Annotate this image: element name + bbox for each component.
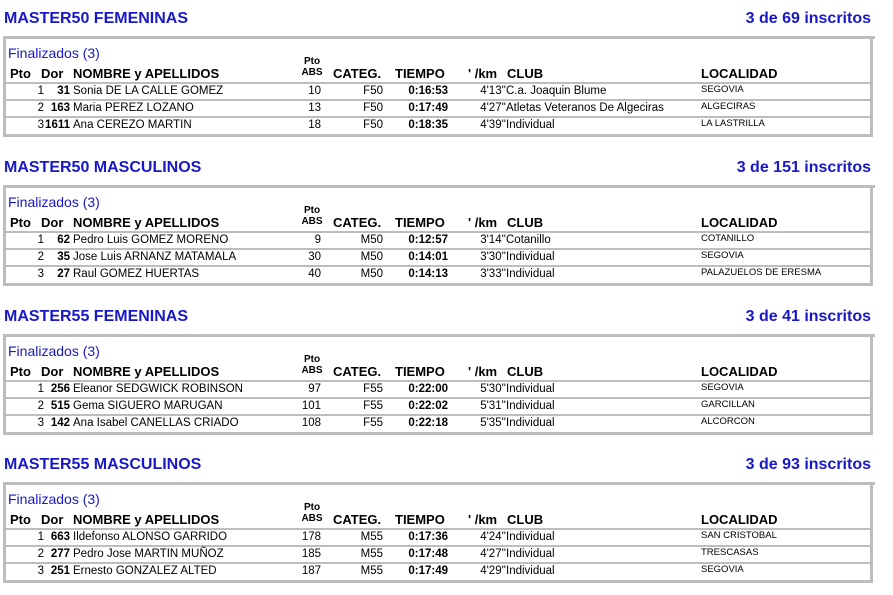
cell-club: Individual [506,383,555,395]
section-title: MASTER55 MASCULINOS [4,456,202,473]
cell-name: Maria PEREZ LOZANO [73,102,194,114]
header-km: ' /km [468,364,498,379]
header-tiempo: TIEMPO [395,215,445,230]
cell-locality: GARCILLAN [701,399,755,410]
cell-pto: 2 [37,102,44,114]
section-count: 3 de 69 inscritos [745,10,871,27]
cell-category: M50 [360,268,383,280]
cell-dorsal: 251 [50,565,70,577]
cell-locality: COTANILLO [701,233,755,244]
cell-pto-abs: 178 [301,531,321,543]
cell-pto-abs: 101 [301,400,321,412]
header-pto-abs-top: Pto [303,354,321,365]
finalizados-label: Finalizados (3) [8,491,100,507]
cell-name: Ernesto GONZALEZ ALTED [73,565,217,577]
cell-pto-abs: 185 [301,548,321,560]
cell-name: Sonia DE LA CALLE GOMEZ [73,85,224,97]
cell-category: M50 [360,234,383,246]
header-km: ' /km [468,215,498,230]
section-title: MASTER50 MASCULINOS [4,159,202,176]
header-tiempo: TIEMPO [395,364,445,379]
header-km: ' /km [468,512,498,527]
cell-name: Raul GOMEZ HUERTAS [73,268,200,280]
header-dor: Dor [41,215,64,230]
table-row [6,265,870,282]
header-nombre: NOMBRE y APELLIDOS [73,364,220,379]
cell-name: Pedro Luis GOMEZ MORENO [73,234,229,246]
table-row [6,380,870,397]
cell-name: Jose Luis ARNANZ MATAMALA [73,251,237,263]
cell-time: 0:22:00 [408,383,448,395]
cell-category: F55 [363,383,383,395]
header-pto-abs-top: Pto [303,56,321,67]
table-row [6,562,870,579]
cell-name: Ildefonso ALONSO GARRIDO [73,531,228,543]
header-nombre: NOMBRE y APELLIDOS [73,512,220,527]
header-localidad: LOCALIDAD [701,512,778,527]
header-club: CLUB [507,215,544,230]
cell-time: 0:17:49 [408,565,448,577]
cell-pace: 4'29'' [480,565,506,577]
cell-locality: TRESCASAS [701,547,759,558]
cell-pto-abs: 9 [314,234,321,246]
cell-pto-abs: 97 [308,383,321,395]
header-localidad: LOCALIDAD [701,215,778,230]
cell-category: F55 [363,400,383,412]
cell-pto: 1 [37,234,44,246]
cell-club: Individual [506,531,555,543]
header-pto-abs-bottom: ABS [301,216,323,227]
cell-locality: LA LASTRILLA [701,118,765,129]
cell-locality: ALCORCON [701,416,755,427]
table-row [6,248,870,265]
cell-locality: PALAZUELOS DE ERESMA [701,267,822,278]
cell-locality: SEGOVIA [701,250,744,261]
header-tiempo: TIEMPO [395,512,445,527]
cell-name: Pedro Jose MARTIN MUÑOZ [73,548,224,560]
header-categ: CATEG. [333,364,382,379]
section-count: 3 de 151 inscritos [736,159,871,176]
results-section [0,446,893,595]
cell-time: 0:16:53 [408,85,448,97]
header-dor: Dor [41,512,64,527]
cell-name: Eleanor SEDGWICK ROBINSON [73,383,243,395]
header-pto-abs-bottom: ABS [301,513,323,524]
header-pto-abs-bottom: ABS [301,67,323,78]
cell-locality: SEGOVIA [701,84,744,95]
cell-category: M55 [360,565,383,577]
header-categ: CATEG. [333,215,382,230]
cell-club: Individual [506,119,555,131]
cell-pto: 3 [37,565,44,577]
cell-dorsal: 35 [57,251,70,263]
cell-club: C.a. Joaquin Blume [506,85,607,97]
section-count: 3 de 93 inscritos [745,456,871,473]
section-title: MASTER50 FEMENINAS [4,10,189,27]
cell-time: 0:14:13 [408,268,448,280]
table-row [6,414,870,431]
cell-name: Ana Isabel CANELLAS CRIADO [73,417,239,429]
cell-time: 0:22:02 [408,400,448,412]
cell-pto-abs: 108 [301,417,321,429]
cell-pto: 3 [37,119,44,131]
cell-pace: 3'14'' [480,234,506,246]
cell-club: Individual [506,251,555,263]
cell-time: 0:22:18 [408,417,448,429]
cell-time: 0:14:01 [408,251,448,263]
cell-category: F50 [363,119,383,131]
header-nombre: NOMBRE y APELLIDOS [73,66,220,81]
cell-club: Individual [506,417,555,429]
cell-pace: 5'35'' [480,417,506,429]
finalizados-label: Finalizados (3) [8,45,100,61]
header-categ: CATEG. [333,66,382,81]
cell-category: M50 [360,251,383,263]
header-categ: CATEG. [333,512,382,527]
results-section [0,0,893,149]
cell-dorsal: 1611 [45,119,70,131]
table-row [6,99,870,116]
cell-pto-abs: 30 [308,251,321,263]
cell-pto-abs: 18 [308,119,321,131]
header-km: ' /km [468,66,498,81]
header-nombre: NOMBRE y APELLIDOS [73,215,220,230]
table-row [6,116,870,133]
cell-club: Atletas Veteranos De Algeciras [506,102,664,114]
cell-category: M55 [360,531,383,543]
results-table [6,231,870,282]
cell-pto-abs: 13 [308,102,321,114]
cell-pto: 2 [37,548,44,560]
header-club: CLUB [507,512,544,527]
header-pto-abs-bottom: ABS [301,365,323,376]
cell-pto-abs: 10 [308,85,321,97]
table-row [6,545,870,562]
cell-pto: 1 [37,531,44,543]
cell-dorsal: 27 [57,268,70,280]
cell-dorsal: 663 [50,531,70,543]
header-club: CLUB [507,66,544,81]
cell-locality: ALGECIRAS [701,101,756,112]
cell-dorsal: 142 [50,417,70,429]
cell-name: Ana CEREZO MARTIN [73,119,192,131]
cell-dorsal: 163 [50,102,70,114]
results-section [0,298,893,447]
results-table [6,528,870,579]
cell-pace: 4'27'' [480,548,506,560]
cell-dorsal: 256 [50,383,70,395]
header-pto: Pto [10,215,31,230]
header-pto-abs-top: Pto [303,502,321,513]
cell-locality: SAN CRISTOBAL [701,530,777,541]
cell-time: 0:12:57 [408,234,448,246]
cell-club: Individual [506,400,555,412]
results-table [6,82,870,133]
cell-time: 0:17:36 [408,531,448,543]
section-title: MASTER55 FEMENINAS [4,308,189,325]
cell-dorsal: 31 [57,85,70,97]
cell-dorsal: 62 [57,234,70,246]
cell-club: Individual [506,565,555,577]
cell-pace: 5'30'' [480,383,506,395]
cell-pace: 4'24'' [480,531,506,543]
cell-pace: 3'30'' [480,251,506,263]
cell-pto: 1 [37,383,44,395]
header-club: CLUB [507,364,544,379]
header-tiempo: TIEMPO [395,66,445,81]
cell-pace: 4'39'' [480,119,506,131]
header-pto: Pto [10,364,31,379]
header-pto-abs [297,354,327,376]
results-section [0,149,893,298]
cell-dorsal: 515 [50,400,70,412]
cell-time: 0:17:48 [408,548,448,560]
section-count: 3 de 41 inscritos [745,308,871,325]
cell-pace: 4'13'' [480,85,506,97]
header-dor: Dor [41,66,64,81]
cell-pto: 3 [37,417,44,429]
table-row [6,397,870,414]
cell-time: 0:18:35 [408,119,448,131]
cell-dorsal: 277 [50,548,70,560]
header-localidad: LOCALIDAD [701,364,778,379]
cell-club: Individual [506,548,555,560]
table-row [6,528,870,545]
header-pto-abs [297,502,327,524]
cell-time: 0:17:49 [408,102,448,114]
cell-name: Gema SIGUERO MARUGAN [73,400,223,412]
cell-locality: SEGOVIA [701,382,744,393]
cell-category: F50 [363,102,383,114]
cell-pace: 5'31'' [480,400,506,412]
cell-pace: 3'33'' [480,268,506,280]
header-pto-abs [297,205,327,227]
header-pto: Pto [10,512,31,527]
cell-locality: SEGOVIA [701,564,744,575]
cell-pto-abs: 40 [308,268,321,280]
cell-club: Cotanillo [506,234,551,246]
cell-pto: 2 [37,251,44,263]
header-dor: Dor [41,364,64,379]
cell-pto-abs: 187 [301,565,321,577]
cell-club: Individual [506,268,555,280]
cell-category: M55 [360,548,383,560]
table-row [6,82,870,99]
header-pto-abs [297,56,327,78]
cell-pto: 3 [37,268,44,280]
header-localidad: LOCALIDAD [701,66,778,81]
cell-pto: 2 [37,400,44,412]
results-table [6,380,870,431]
cell-category: F55 [363,417,383,429]
table-row [6,231,870,248]
finalizados-label: Finalizados (3) [8,343,100,359]
cell-category: F50 [363,85,383,97]
header-pto: Pto [10,66,31,81]
header-pto-abs-top: Pto [303,205,321,216]
finalizados-label: Finalizados (3) [8,194,100,210]
cell-pace: 4'27'' [480,102,506,114]
cell-pto: 1 [37,85,44,97]
